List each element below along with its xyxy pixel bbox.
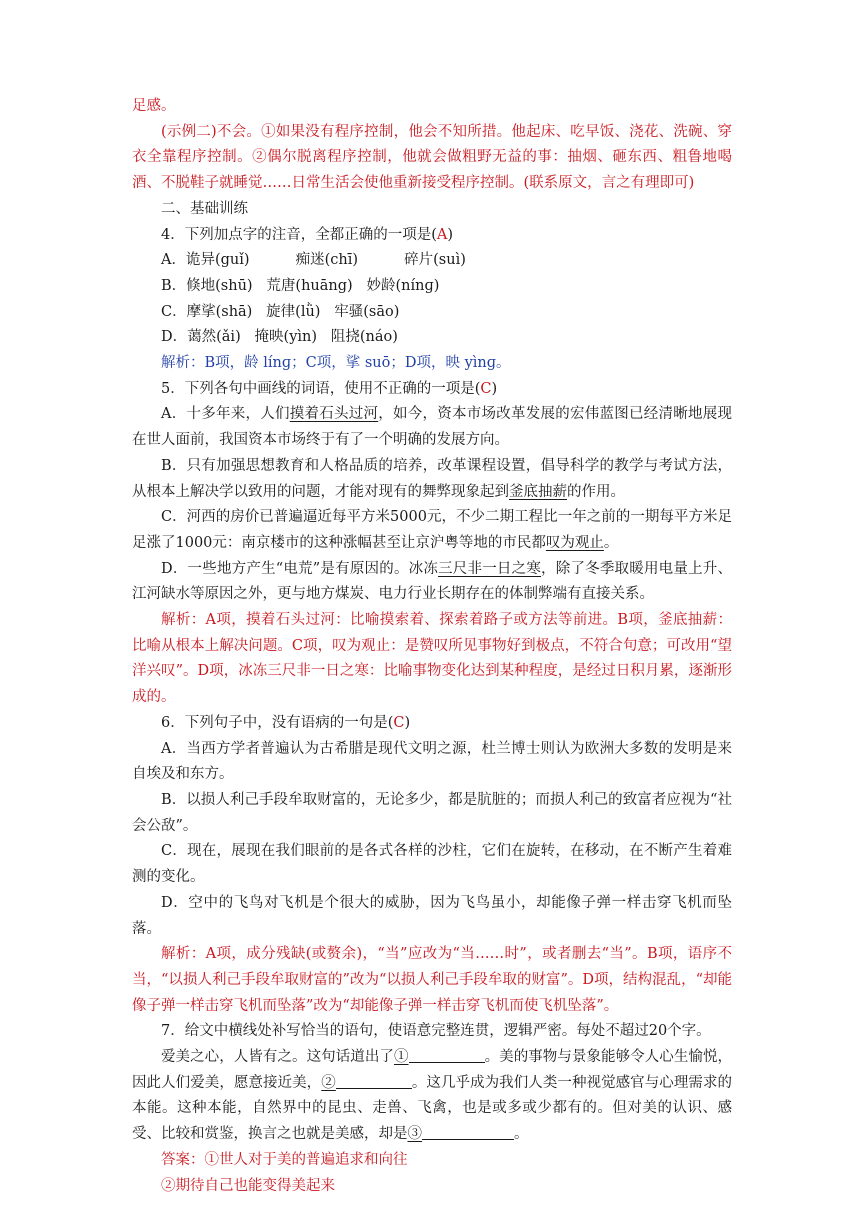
q5-b-underlined: 釜底抽薪 bbox=[509, 483, 567, 500]
q5-option-c: C．河西的房价已普遍逼近每平方米5000元，不少二期工程比一年之前的一期每平方米足足涨了1000元：南京楼市的这种涨幅甚至让京沪粤等地的市民都叹为观止。 bbox=[132, 509, 732, 551]
q7-passage: 爱美之心，人皆有之。这句话道出了① 。美的事物与景象能够令人心生愉悦，因此人们爱美，愿意接近美，② 。这几乎成为我们人类一种视觉感官与心理需求的本能。这种本能，自然界中的昆虫、走兽、飞禽，也是或多或少都有的。但对美的认识、感受、比较和赏鉴，换言之也就是美感，却是③ 。 bbox=[132, 1045, 732, 1148]
prev-answer-example2: (示例二)不会。①如果没有程序控制，他会不知所措。他起床、吃早饭、浇花、洗碗、穿衣全靠程序控制。②偶尔脱离程序控制，他就会做粗野无益的事：抽烟、砸东西、粗鲁地喝酒、不脱鞋子就睡觉……日常生活会使他重新接受程序控制。(联系原文，言之有理即可) bbox=[132, 123, 732, 192]
q6-option-d: D．空中的飞鸟对飞机是个很大的威胁，因为飞鸟虽小，却能像子弹一样击穿飞机而坠落。 bbox=[132, 894, 732, 937]
q6-analysis: 解析：A项，成分残缺(或赘余)，“当”应改为“当……时”，或者删去“当”。B项，语序不当，“以损人利己手段牟取财富的”改为“以损人利己手段牟取的财富”。D项，结构混乱，“却能像子弹一样击穿飞机而坠落”改为“却能像子弹一样击穿飞机而使飞机坠落”。 bbox=[132, 946, 732, 1014]
q5-option-a: A．十多年来，人们摸着石头过河，如今，资本市场改革发展的宏伟蓝图已经清晰地展现在世人面前，我国资本市场终于有了一个明确的发展方向。 bbox=[132, 406, 733, 449]
q5-stem: 5．下列各句中画线的词语，使用不正确的一项是(C) bbox=[161, 380, 498, 397]
prev-answer-tail: 足感。 bbox=[132, 98, 176, 114]
q5-analysis: 解析：A项，摸着石头过河：比喻摸索着、探索着路子或方法等前进。B项，釜底抽薪：比喻从根本上解决问题。C项，叹为观止：是赞叹所见事物好到极点，不符合句意；可改用“望洋兴叹”。D项，冰冻三尺非一日之寒：比喻事物变化达到某种程度，是经过日积月累，逐渐形成的。 bbox=[132, 612, 732, 706]
q6-option-b: B．以损人利己手段牟取财富的，无论多少，都是肮脏的；而损人利己的致富者应视为“社会公敌”。 bbox=[132, 791, 732, 834]
q6-option-a: A．当西方学者普遍认为古希腊是现代文明之源，杜兰博士则认为欧洲大多数的发明是来自埃及和东方。 bbox=[132, 740, 732, 783]
document-page bbox=[132, 94, 732, 1199]
q7-blank-3-marker: ③ bbox=[407, 1126, 422, 1143]
q7-blank-1 bbox=[409, 1046, 485, 1063]
q4-option-d: D．蔼然(ǎi) 掩映(yìn) 阻挠(náo) bbox=[161, 329, 398, 346]
q5-option-b: B．只有加强思想教育和人格品质的培养，改革课程设置，倡导科学的教学与考试方法，从根本上解决学以致用的问题，才能对现有的舞弊现象起到釜底抽薪的作用。 bbox=[132, 457, 732, 500]
q7-answer-1: 答案：①世人对于美的普遍追求和向往 bbox=[161, 1151, 408, 1168]
q7-answer-2: ②期待自己也能变得美起来 bbox=[161, 1177, 335, 1194]
q4-analysis: 解析：B项，龄 línɡ；C项，挲 suō；D项，映 yìnɡ。 bbox=[161, 355, 511, 372]
q7-blank-2 bbox=[336, 1072, 412, 1089]
q4-stem: 4．下列加点字的注音，全都正确的一项是(A) bbox=[161, 226, 454, 243]
q6-answer: C bbox=[393, 714, 405, 731]
q6-stem: 6．下列句子中，没有语病的一句是(C) bbox=[161, 714, 411, 731]
q5-a-underlined: 摸着石头过河 bbox=[289, 406, 379, 423]
q4-option-b: B．倏地(shū) 荒唐(huāng) 妙龄(nínɡ) bbox=[161, 277, 440, 294]
q5-d-underlined: 三尺非一日之寒 bbox=[438, 560, 542, 577]
q5-c-underlined: 叹为观止 bbox=[545, 534, 604, 551]
q7-blank-1-marker: ① bbox=[393, 1049, 409, 1066]
q4-answer: A bbox=[436, 226, 448, 243]
q7-blank-3 bbox=[422, 1123, 514, 1140]
q5-option-d: D．一些地方产生“电荒”是有原因的。冰冻三尺非一日之寒，除了冬季取暖用电量上升、江河缺水等原因之外，更与地方煤炭、电力行业长期存在的体制弊端有直接关系。 bbox=[132, 560, 733, 603]
q4-option-c: C．摩挲(shā) 旋律(lǜ) 牢骚(sāo) bbox=[161, 303, 400, 320]
q7-blank-2-marker: ② bbox=[321, 1074, 336, 1091]
section-title: 二、基础训练 bbox=[161, 200, 248, 217]
q4-option-a: A．诡异(guǐ) 痴迷(chī) 碎片(suì) bbox=[161, 252, 466, 269]
q5-answer: C bbox=[480, 380, 492, 397]
q7-stem: 7．给文中横线处补写恰当的语句，使语意完整连贯，逻辑严密。每处不超过20个字。 bbox=[161, 1023, 711, 1040]
q6-option-c: C．现在，展现在我们眼前的是各式各样的沙柱，它们在旋转，在移动，在不断产生着难测的变化。 bbox=[132, 843, 732, 886]
